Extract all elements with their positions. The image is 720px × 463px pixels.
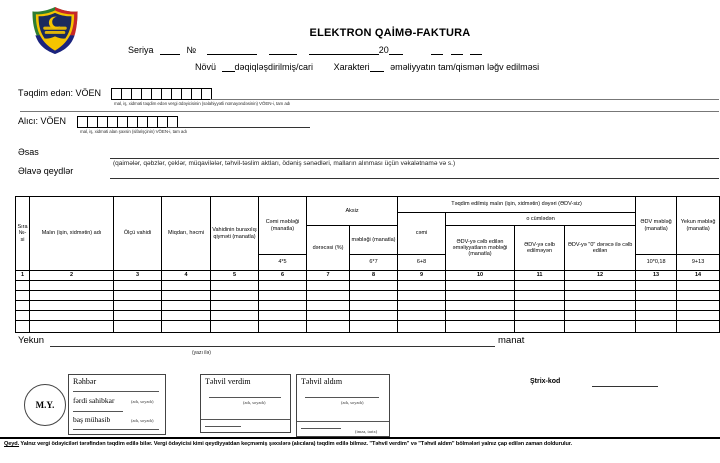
- name-hint: (adı, soyadı): [243, 400, 266, 405]
- table-cell[interactable]: [259, 281, 307, 291]
- header-col11: ƏDV-yə cəlb edilməyən: [515, 226, 565, 271]
- barcode-line[interactable]: [592, 386, 658, 387]
- footer-note: [4, 441, 718, 447]
- table-cell[interactable]: [259, 301, 307, 311]
- table-cell[interactable]: [677, 321, 720, 333]
- buyer-voen-boxes[interactable]: [78, 116, 178, 128]
- col-num: 3: [114, 271, 162, 281]
- table-cell[interactable]: [565, 281, 636, 291]
- qeyd-label: Qeyd.: [4, 441, 20, 447]
- header-aksiz-group: Aksiz: [307, 197, 398, 226]
- esas-line[interactable]: [110, 158, 719, 159]
- table-cell[interactable]: [16, 321, 30, 333]
- table-cell[interactable]: [446, 321, 515, 333]
- table-cell[interactable]: [677, 301, 720, 311]
- sign-hint: (imza, tarix): [355, 429, 378, 434]
- rehber-label: Rəhbər: [73, 377, 97, 386]
- header-col1: Sıra №-si: [16, 197, 30, 271]
- table-cell[interactable]: [16, 301, 30, 311]
- table-cell[interactable]: [350, 301, 398, 311]
- col-num: 6: [259, 271, 307, 281]
- table-cell[interactable]: [636, 301, 677, 311]
- invoice-number-blank[interactable]: [207, 45, 257, 55]
- header-col13: ƏDV məbləğ (manatla): [636, 197, 677, 255]
- table-row: [16, 321, 720, 333]
- table-cell[interactable]: [350, 281, 398, 291]
- table-cell[interactable]: [565, 301, 636, 311]
- received-name-line[interactable]: [305, 397, 379, 398]
- table-cell[interactable]: [114, 321, 162, 333]
- type-row: [195, 62, 539, 72]
- col-num: 9: [398, 271, 446, 281]
- table-cell[interactable]: [211, 301, 259, 311]
- col-num: 2: [30, 271, 114, 281]
- col-num: 11: [515, 271, 565, 281]
- table-row: [16, 281, 720, 291]
- table-cell[interactable]: [114, 281, 162, 291]
- table-cell[interactable]: [162, 321, 211, 333]
- date-blank[interactable]: [309, 45, 379, 55]
- delivered-name-line[interactable]: [209, 397, 281, 398]
- table-cell[interactable]: [211, 281, 259, 291]
- table-cell[interactable]: [398, 291, 446, 301]
- table-row: [16, 311, 720, 321]
- received-date-line[interactable]: [301, 428, 341, 429]
- header-col2: Malın (işin, xidmətin) adı: [30, 197, 114, 271]
- barcode-label: Ştrix-kod: [530, 378, 561, 385]
- head-signature-box: [68, 374, 166, 435]
- supplier-name-line2[interactable]: [20, 111, 719, 112]
- supplier-voen-boxes[interactable]: [112, 88, 212, 100]
- delivered-box: [200, 374, 291, 433]
- table-cell[interactable]: [398, 321, 446, 333]
- header-col14: Yekun məbləğ (manatla): [677, 197, 720, 255]
- novu-value: dəqiqləşdirilmiş/cari: [234, 62, 314, 72]
- esas-label: Əsas: [18, 147, 39, 157]
- year2-blank[interactable]: [470, 45, 482, 55]
- table-cell[interactable]: [307, 291, 350, 301]
- ferdi-sahibkar-label: fərdi sahibkar: [73, 396, 115, 405]
- number-label: №: [186, 45, 197, 55]
- ferdi-sign-line[interactable]: [73, 411, 123, 412]
- seriya-label: Seriya: [128, 45, 154, 55]
- novu-label: Növü: [195, 62, 217, 72]
- table-cell[interactable]: [565, 321, 636, 333]
- table-cell[interactable]: [30, 291, 114, 301]
- xarakteri-label: Xarakteri: [333, 62, 370, 72]
- formula-col14: 9+13: [677, 255, 720, 271]
- table-cell[interactable]: [565, 291, 636, 301]
- yekun-label: Yekun: [18, 335, 45, 346]
- table-row: [16, 301, 720, 311]
- xarakteri-blank[interactable]: [370, 62, 384, 72]
- name-hint: (adı, soyadı): [341, 400, 364, 405]
- buyer-name-line[interactable]: [166, 127, 310, 128]
- table-cell[interactable]: [350, 291, 398, 301]
- table-cell[interactable]: [114, 301, 162, 311]
- table-cell[interactable]: [307, 281, 350, 291]
- manat-label: manat: [498, 335, 525, 346]
- header-col7: dərəcəsi (%): [307, 226, 350, 271]
- table-cell[interactable]: [16, 291, 30, 301]
- table-cell[interactable]: [211, 311, 259, 321]
- name-hint: (adı, soyadı): [131, 418, 154, 423]
- supplier-label: Təqdim edən: VÖEN: [18, 88, 102, 98]
- table-cell[interactable]: [162, 291, 211, 301]
- table-cell[interactable]: [677, 281, 720, 291]
- delivered-date-line[interactable]: [205, 426, 241, 427]
- table-cell[interactable]: [16, 281, 30, 291]
- table-cell[interactable]: [515, 291, 565, 301]
- table-cell[interactable]: [398, 281, 446, 291]
- table-cell[interactable]: [636, 321, 677, 333]
- supplier-caption: mal, iş, xidməti təqdim edən vergi ödəyicisinin (səlahiyyətli nümayəndəsinin) VÖEN-i, tam adı: [114, 101, 291, 106]
- table-cell[interactable]: [446, 291, 515, 301]
- table-body: [16, 281, 720, 333]
- header-col9: cəmi: [398, 213, 446, 255]
- notes-line[interactable]: [110, 178, 719, 179]
- footer-divider: [0, 437, 720, 439]
- table-cell[interactable]: [114, 311, 162, 321]
- table-cell[interactable]: [636, 311, 677, 321]
- col-num: 7: [307, 271, 350, 281]
- table-cell[interactable]: [677, 311, 720, 321]
- table-cell[interactable]: [677, 291, 720, 301]
- year-prefix: 20: [378, 45, 389, 55]
- name-hint: (adı, soyadı): [131, 399, 154, 404]
- col-num: 8: [350, 271, 398, 281]
- table-cell[interactable]: [515, 301, 565, 311]
- page-title: ELEKTRON QAİMƏ-FAKTURA: [309, 27, 471, 39]
- table-cell[interactable]: [565, 311, 636, 321]
- buyer-label: Alıcı: VÖEN: [18, 116, 67, 126]
- delivered-separator: [201, 419, 290, 420]
- table-cell[interactable]: [30, 311, 114, 321]
- received-box: [296, 374, 390, 437]
- table-cell[interactable]: [515, 311, 565, 321]
- header-value-group: Təqdim edilmiş malın (işin, xidmətin) dəyəri (ƏDV-siz): [398, 197, 636, 213]
- xarakteri-value: əməliyyatın tam/qismən ləğv edilməsi: [390, 62, 540, 72]
- table-cell[interactable]: [307, 301, 350, 311]
- table-cell[interactable]: [211, 321, 259, 333]
- tehvil-verdim-label: Təhvil verdim: [205, 377, 251, 386]
- table-cell[interactable]: [162, 281, 211, 291]
- table-row: [16, 291, 720, 301]
- header-col12: ƏDV-yə "0" dərəcə ilə cəlb edilən: [565, 226, 636, 271]
- formula-col9: 6+8: [398, 255, 446, 271]
- table-cell[interactable]: [307, 311, 350, 321]
- table-cell[interactable]: [398, 311, 446, 321]
- col-num: 1: [16, 271, 30, 281]
- header-col8: məbləği (manatla): [350, 226, 398, 255]
- header-col5: Vahidinin buraxılış qiyməti (manatla): [211, 197, 259, 271]
- table-cell[interactable]: [446, 301, 515, 311]
- esas-hint: (qaimələr, qəbzlər, çeklər, müqavilələr, təhvil-təslim aktları, ödəniş sənədləri, malların alınması üçün vəkalətnamə və s.): [113, 160, 456, 167]
- table-cell[interactable]: [30, 321, 114, 333]
- header-col3: Ölçü vahidi: [114, 197, 162, 271]
- qeyd-text: Yalnız vergi ödəyiciləri tərəfindən təqdim edilə bilər. Vergi ödəyicisi kimi qeydiyyatdan keçməmiş şəxslərə (alıcılara) təqdim edilə bilməz. "Təhvil verdim" və "Təhvil aldım" bölmələri yalnız çap edilən zaman doldurulur.: [20, 441, 573, 447]
- formula-col6: 4*5: [259, 255, 307, 271]
- month-blank[interactable]: [451, 45, 463, 55]
- table-cell[interactable]: [162, 301, 211, 311]
- seriya-blank[interactable]: [160, 45, 180, 55]
- table-cell[interactable]: [446, 311, 515, 321]
- header-subgroup: o cümlədən: [446, 213, 636, 226]
- table-cell[interactable]: [259, 311, 307, 321]
- day-blank[interactable]: [431, 45, 443, 55]
- col-num: 13: [636, 271, 677, 281]
- table-cell[interactable]: [259, 321, 307, 333]
- invoice-number-blank2[interactable]: [269, 45, 297, 55]
- col-num: 4: [162, 271, 211, 281]
- header-col4: Miqdarı, həcmi: [162, 197, 211, 271]
- tehvil-aldim-label: Təhvil aldım: [301, 377, 343, 386]
- buyer-caption: mal, iş, xidməti alan şəxsin (sifarişçinin) VÖEN-i, tam adı: [80, 129, 187, 134]
- notes-label: Əlavə qeydlər: [18, 166, 74, 176]
- muhasib-sign-line[interactable]: [73, 429, 159, 430]
- formula-col8: 6*7: [350, 255, 398, 271]
- table-cell[interactable]: [350, 321, 398, 333]
- header-col10: ƏDV-yə cəlb edilən əməliyyatların məbləği (manatla): [446, 226, 515, 271]
- col-num: 14: [677, 271, 720, 281]
- novu-blank[interactable]: [222, 62, 235, 72]
- table-cell[interactable]: [162, 311, 211, 321]
- rehber-sign-line[interactable]: [73, 391, 159, 392]
- column-numbers-row: [16, 271, 720, 281]
- yekun-line[interactable]: [50, 346, 495, 347]
- table-cell[interactable]: [350, 311, 398, 321]
- col-num: 5: [211, 271, 259, 281]
- table-cell[interactable]: [515, 321, 565, 333]
- supplier-name-line[interactable]: [210, 99, 719, 100]
- items-table: [15, 196, 720, 333]
- table-cell[interactable]: [636, 291, 677, 301]
- table-cell[interactable]: [307, 321, 350, 333]
- header-col6: Cəmi məbləği (manatla): [259, 197, 307, 255]
- formula-col13: 10*0,18: [636, 255, 677, 271]
- table-cell[interactable]: [259, 291, 307, 301]
- table-cell[interactable]: [114, 291, 162, 301]
- table-cell[interactable]: [446, 281, 515, 291]
- seal-text: M.Y.: [35, 400, 55, 410]
- table-cell[interactable]: [30, 281, 114, 291]
- table-cell[interactable]: [16, 311, 30, 321]
- words-hint: (yazı ilə): [192, 350, 211, 356]
- received-separator: [297, 421, 389, 422]
- table-cell[interactable]: [30, 301, 114, 311]
- table-cell[interactable]: [515, 281, 565, 291]
- bas-muhasib-label: baş mühasib: [73, 415, 111, 424]
- seal-circle: [24, 384, 66, 426]
- col-num: 10: [446, 271, 515, 281]
- table-cell[interactable]: [398, 301, 446, 311]
- col-num: 12: [565, 271, 636, 281]
- table-cell[interactable]: [211, 291, 259, 301]
- seriya-row: [128, 45, 482, 55]
- table-cell[interactable]: [636, 281, 677, 291]
- year-blank[interactable]: [389, 45, 403, 55]
